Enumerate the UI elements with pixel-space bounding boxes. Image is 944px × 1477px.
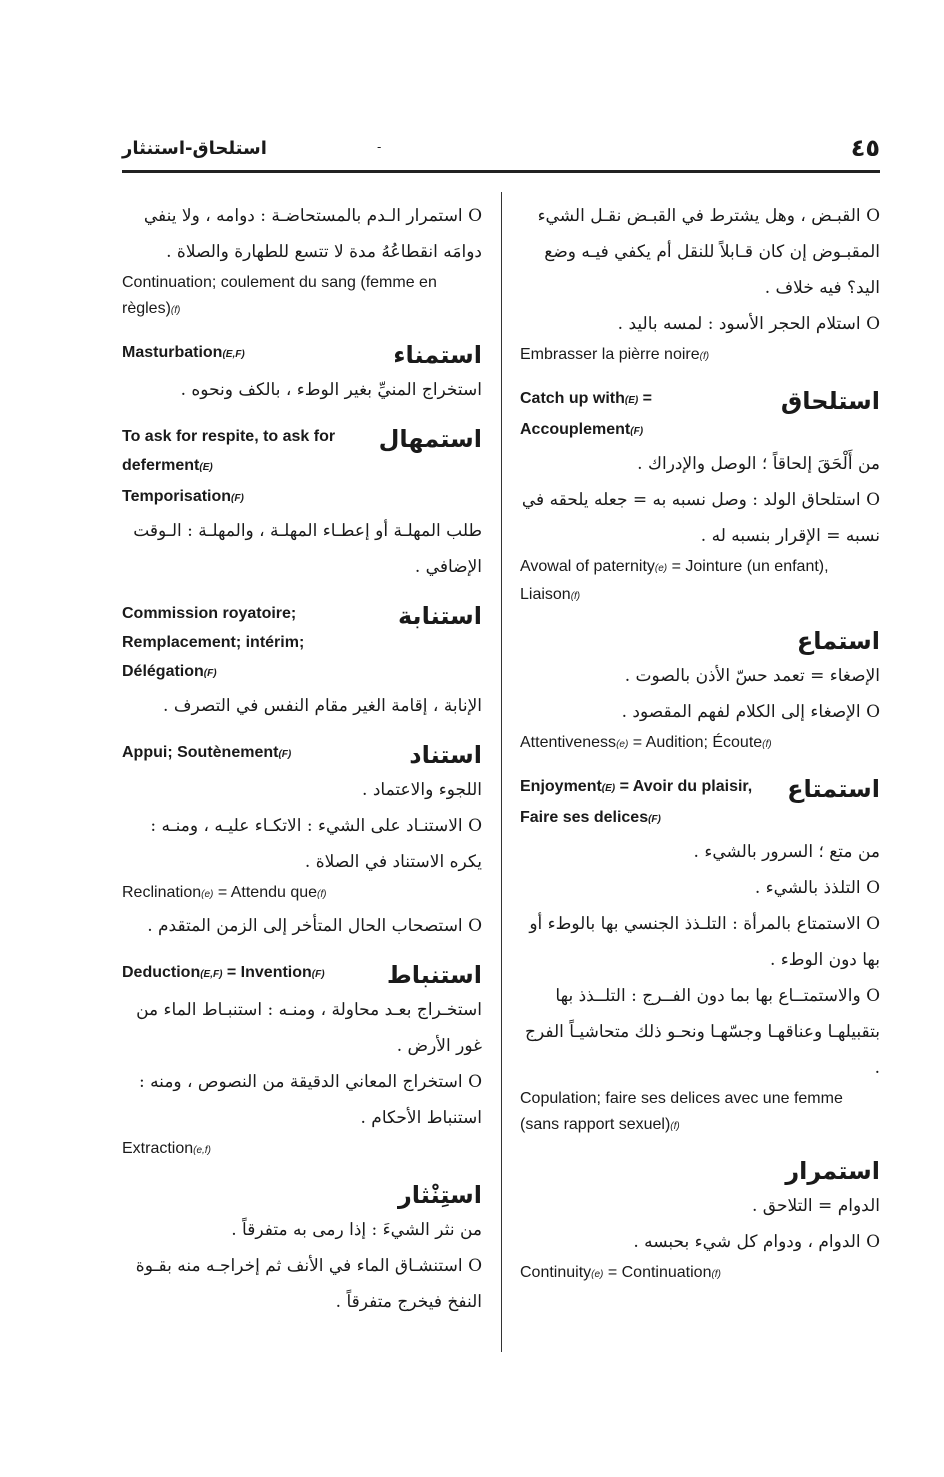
- arabic-definition: من نثر الشيءَ : إذا رمى به متفرقاً .: [231, 1220, 482, 1240]
- equivalent-text: = Avoir du plaisir, Faire ses delices: [520, 778, 753, 826]
- arabic-definition: O استمرار الـدم بالمستحاضـة : دوامه ، ولا ينفي دوامَه انقطاعُهُ مدة لا تتسع للطهارة والصلاة .: [143, 206, 482, 262]
- entry-heading: [520, 772, 880, 834]
- headword: استلحاق: [780, 387, 880, 415]
- headword: استناد: [409, 741, 482, 769]
- entry-gap: [122, 585, 482, 599]
- equivalent-text: Masturbation: [122, 344, 223, 361]
- language-tag: (F): [231, 493, 244, 504]
- translation-text: = Jointure (un enfant), Liaison: [520, 558, 829, 603]
- translation-text: Reclination: [122, 884, 202, 901]
- arabic-definition: الدوام = التلاحق .: [751, 1196, 880, 1216]
- equivalent-text: Commission royatoire; Remplacement; intérim; Délégation: [122, 605, 305, 680]
- translation-text: Attentiveness: [520, 734, 617, 751]
- equivalent-text: Catch up with: [520, 390, 625, 407]
- language-tag: (e): [201, 889, 214, 900]
- arabic-definition: O الدوام ، ودوام كل شيء بحبسه .: [633, 1232, 880, 1252]
- entry-heading: [520, 624, 880, 658]
- arabic-definition: O استصحاب الحال المتأخر إلى الزمن المتقدم .: [147, 916, 482, 936]
- translation-text: = Continuation: [603, 1264, 712, 1281]
- running-dash: -: [377, 140, 382, 154]
- language-tag: (f): [670, 1121, 680, 1132]
- language-tag: (E): [601, 783, 616, 794]
- headword: استنباط: [386, 961, 482, 989]
- headword: استماع: [796, 627, 880, 655]
- translation-line: [520, 1260, 880, 1288]
- translation-line: [520, 342, 880, 370]
- entry-heading: [122, 422, 482, 513]
- translation-text: = Audition; Écoute: [628, 734, 763, 751]
- language-tag: (e): [654, 563, 668, 574]
- arabic-definition: طلب المهلـة أو إعطـاء المهلـة ، والمهلـة : الـوقت الإضافي .: [133, 521, 482, 577]
- entry-gap: [520, 610, 880, 624]
- headword: استمناء: [393, 341, 482, 369]
- equivalent-text: = Invention: [222, 964, 312, 981]
- headword: استمرار: [785, 1157, 880, 1185]
- entry-gap: [520, 758, 880, 772]
- arabic-definition: O استلحاق الولد : وصل نسبه به = جعله يلحقه في نسبه = الإقرار بنسبه له .: [521, 490, 880, 546]
- entry-heading: [520, 1154, 880, 1188]
- entry-gap: [122, 724, 482, 738]
- equivalent-text: Deduction: [122, 964, 201, 981]
- page-number: ٤٥: [850, 134, 880, 162]
- translation-text: = Attendu que: [213, 884, 318, 901]
- equivalent-text: = Accouplement: [520, 390, 653, 438]
- language-tag: (E): [199, 462, 213, 473]
- language-tag: (f): [317, 889, 327, 900]
- translation-line: [122, 880, 482, 908]
- language-tag: (f): [170, 305, 181, 316]
- translation-line: [520, 554, 880, 610]
- arabic-definition: O والاستمتــاع بها بما دون الفــرج : التلــذذ بها بتقبيلهـا وعناقهـا وجسّهـا ونحـو ذلك متحاشيـاً الفرج .: [525, 986, 880, 1078]
- translation-line: [122, 270, 482, 324]
- arabic-definition: من أَلْحَقَ إلحاقاً ؛ الوصل والإدراك .: [637, 454, 880, 474]
- column-divider: [501, 192, 502, 1352]
- headword: استنابة: [398, 602, 482, 630]
- entry-heading: [122, 958, 482, 992]
- arabic-definition: O القبـض ، وهل يشترط في القبـض نقـل الشيء المقبـوض إن كان قـابلاً للنقل أم يكفي فيـه وضع اليد؟ فيه خلاف .: [537, 206, 880, 298]
- translation-line: [520, 1086, 880, 1140]
- arabic-definition: استخراج المنيِّ بغير الوطء ، بالكف ونحوه .: [180, 380, 482, 400]
- arabic-definition: O استلام الحجر الأسود : لمسه باليد .: [617, 314, 880, 334]
- translation-text: Copulation; faire ses delices avec une femme (sans rapport sexuel): [520, 1090, 843, 1133]
- entry-heading: [122, 599, 482, 688]
- header-rule: [122, 170, 880, 173]
- arabic-definition: O التلذذ بالشيء .: [754, 878, 880, 898]
- entry-heading: [122, 1178, 482, 1212]
- entry-heading: [520, 384, 880, 446]
- language-tag: (F): [278, 749, 292, 760]
- right-column: [520, 198, 880, 1288]
- translation-line: [520, 730, 880, 758]
- language-tag: (F): [648, 814, 661, 825]
- language-tag: (F): [630, 426, 644, 437]
- translation-text: Extraction: [122, 1140, 194, 1157]
- language-tag: (F): [311, 969, 325, 980]
- arabic-definition: O استخراج المعاني الدقيقة من النصوص ، ومنه : استنباط الأحكام .: [138, 1072, 482, 1128]
- entry-gap: [520, 370, 880, 384]
- language-tag: (f): [699, 351, 710, 362]
- arabic-definition: اللجوء والاعتماد .: [362, 780, 482, 800]
- language-tag: (f): [711, 1269, 721, 1280]
- language-tag: (E,F): [200, 969, 223, 980]
- language-tag: (E,F): [222, 349, 245, 360]
- translation-text: Continuation; coulement du sang (femme en règles): [122, 274, 437, 317]
- arabic-definition: من متع ؛ السرور بالشيء .: [693, 842, 880, 862]
- equivalent-text: Temporisation: [122, 488, 232, 505]
- translation-text: Continuity: [520, 1264, 592, 1281]
- arabic-definition: الإصغاء = تعمد حسّ الأذن بالصوت .: [624, 666, 880, 686]
- page-header: [122, 128, 880, 172]
- language-tag: (e): [616, 739, 629, 750]
- entry-heading: [122, 738, 482, 772]
- arabic-definition: O الاستنـاد على الشيء : الاتكـاء عليـه ، ومنـه : يكره الاستناد في الصلاة .: [150, 816, 482, 872]
- arabic-definition: O الاستمتاع بالمرأة : التلـذذ الجنسي بها بالوطء أو بها دون الوطء .: [529, 914, 880, 970]
- language-tag: (F): [203, 668, 217, 679]
- headword: استمتاع: [787, 775, 880, 803]
- entry-gap: [122, 408, 482, 422]
- headword: استمهال: [378, 425, 482, 453]
- arabic-definition: استخـراج بعـد محاولة ، ومنـه : استنبـاط الماء من غور الأرض .: [136, 1000, 482, 1056]
- equivalent-text: To ask for respite, to ask for deferment: [122, 428, 336, 474]
- left-column: [122, 198, 482, 1320]
- language-tag: (E): [624, 395, 639, 406]
- equivalent-text: Enjoyment: [520, 778, 602, 795]
- arabic-definition: الإنابة ، إقامة الغير مقام النفس في التصرف .: [163, 696, 482, 716]
- entry-gap: [122, 324, 482, 338]
- translation-line: [122, 1136, 482, 1164]
- arabic-definition: O الإصغاء إلى الكلام لفهم المقصود .: [621, 702, 880, 722]
- entry-gap: [122, 944, 482, 958]
- arabic-definition: O استنشـاق الماء في الأنف ثم إخراجـه منه بقـوة النفخ فيخرج متفرقاً .: [135, 1256, 482, 1312]
- entry-heading: [122, 338, 482, 372]
- language-tag: (e): [591, 1269, 604, 1280]
- language-tag: (f): [762, 739, 772, 750]
- entry-gap: [122, 1164, 482, 1178]
- running-title: استلحاق-استنثار: [122, 138, 267, 159]
- language-tag: (e,f): [193, 1145, 211, 1156]
- entry-gap: [520, 1140, 880, 1154]
- translation-text: Embrasser la pièrre noire: [520, 346, 700, 363]
- headword: استِنْثار: [397, 1181, 482, 1209]
- language-tag: (f): [570, 591, 581, 602]
- equivalent-text: Appui; Soutènement: [122, 744, 279, 761]
- translation-text: Avowal of paternity: [520, 558, 655, 575]
